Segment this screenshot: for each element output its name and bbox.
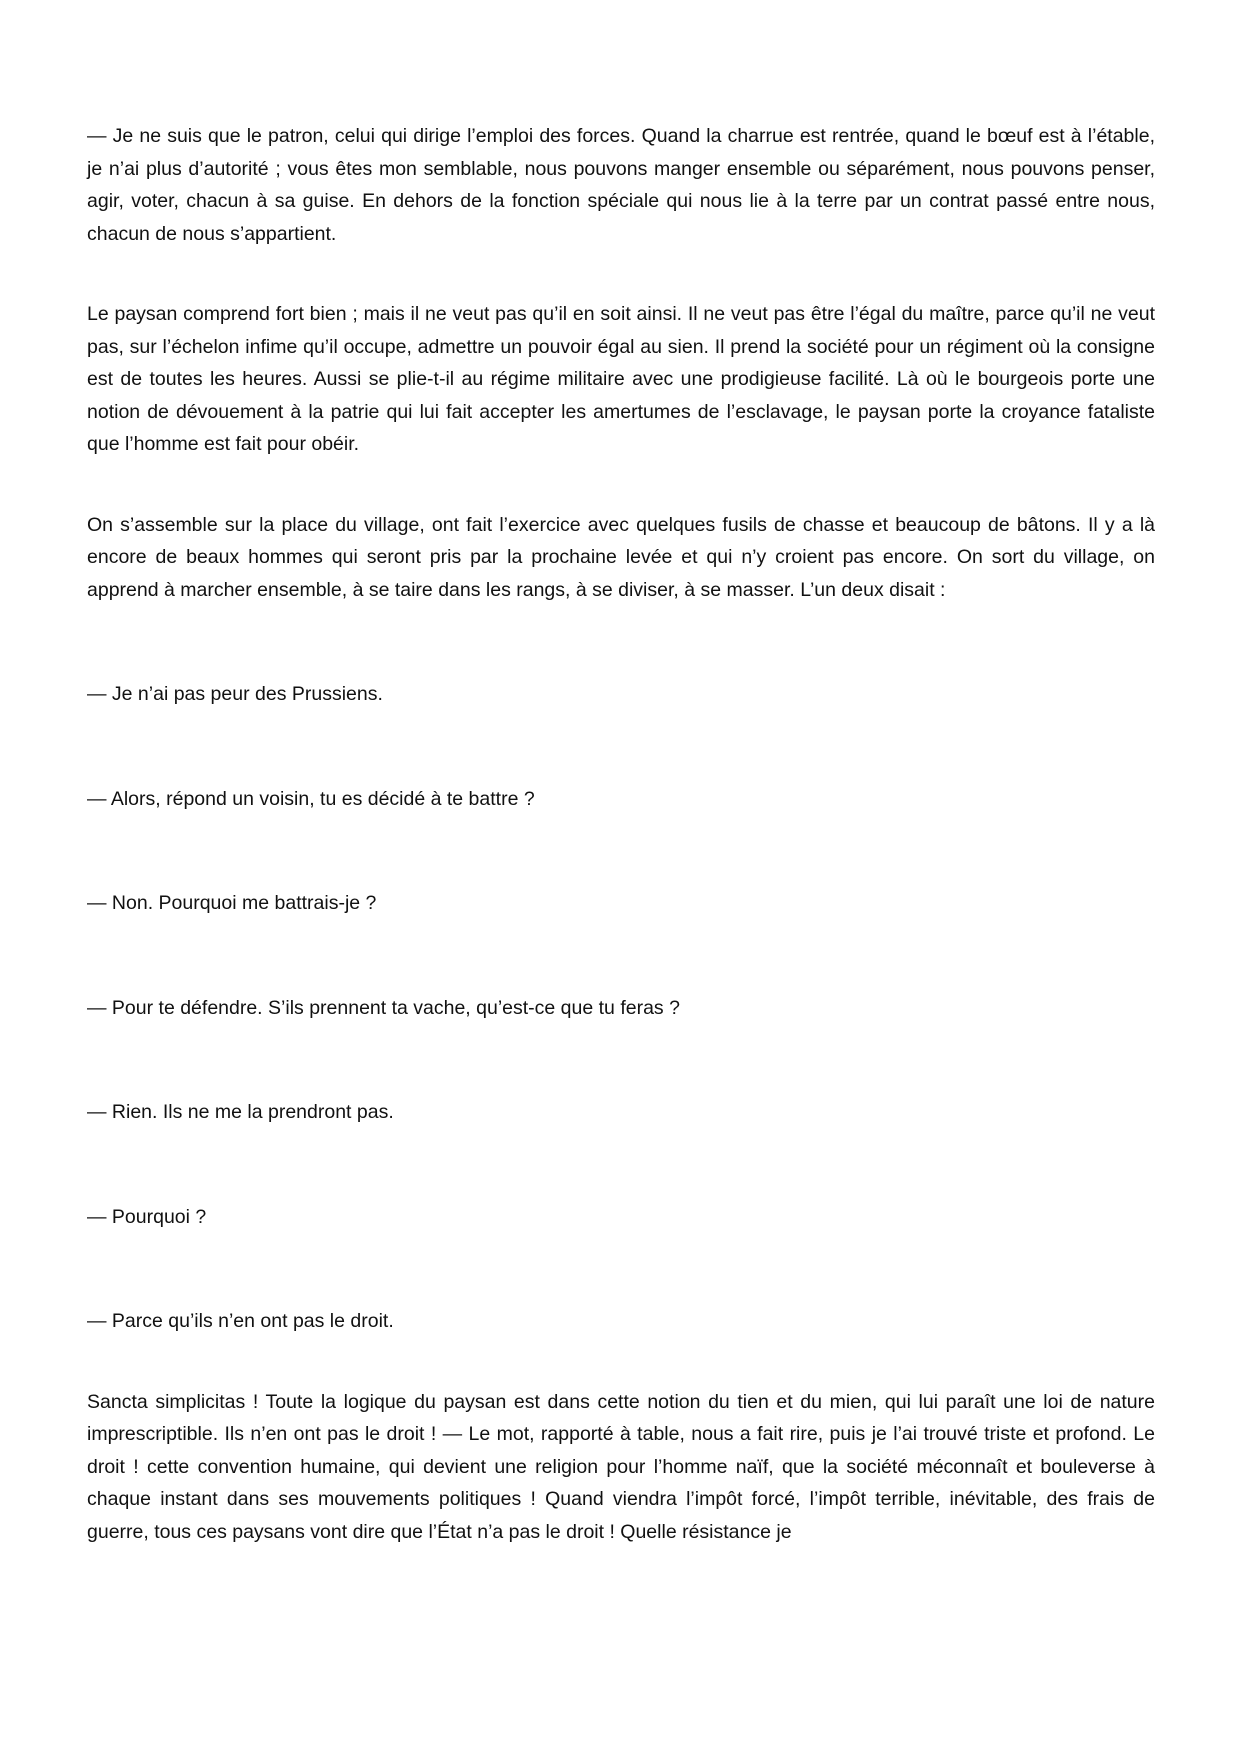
paragraph-paysan-comprend: Le paysan comprend fort bien ; mais il ne veut pas qu’il en soit ainsi. Il ne veut pas être l’égal du maître, parce qu’il ne veut pas, sur l’échelon infime qu’il occupe, admettre un pouvoir égal au sien. Il prend la société pour un régiment où la consigne est de toutes les heures. Aussi se plie-t-il au régime militaire avec une prodigieuse facilité. Là où le bourgeois porte une notion de dévouement à la patrie qui lui fait accepter les amertumes de l’esclavage, le paysan porte la croyance fataliste que l’homme est fait pour obéir. [87, 303, 1155, 455]
dialog-line-pourquoi: — Pourquoi ? [87, 1205, 207, 1228]
dialog-line-rien: — Rien. Ils ne me la prendront pas. [87, 1101, 394, 1123]
dialog-line-non: — Non. Pourquoi me battrais-je ? [87, 892, 377, 914]
paragraph-sancta-simplicitas: Sancta simplicitas ! Toute la logique du paysan est dans cette notion du tien et du mien, qui lui paraît une loi de nature imprescriptible. Ils n’en ont pas le droit ! — Le mot, rapporté à table, nous a fait rire, puis je l’ai trouvé triste et profond. Le droit ! cette convention humaine, qui devient une religion pour l’homme naïf, que la société méconnaît et bouleverse à chaque instant dans ses mouvements politiques ! Quand viendra l’impôt forcé, l’impôt terrible, inévitable, des frais de guerre, tous ces paysans vont dire que l’État n’a pas le droit ! Quelle résistance je [87, 1390, 1155, 1543]
paragraph-place-du-village: On s’assemble sur la place du village, ont fait l’exercice avec quelques fusils de chasse et beaucoup de bâtons. Il y a là encore de beaux hommes qui seront pris par la prochaine levée et qui n’y croient pas encore. On sort du village, on apprend à marcher ensemble, à se taire dans les rangs, à se diviser, à se masser. L’un deux disait : [87, 513, 1155, 601]
dialog-line-prussiens: — Je n’ai pas peur des Prussiens. [87, 683, 383, 705]
dialog-line-voisin: — Alors, répond un voisin, tu es décidé à te battre ? [87, 787, 535, 810]
dialog-line-droit: — Parce qu’ils n’en ont pas le droit. [87, 1310, 394, 1332]
paragraph-patron-speech: — Je ne suis que le patron, celui qui dirige l’emploi des forces. Quand la charrue est rentrée, quand le bœuf est à l’étable, je n’ai plus d’autorité ; vous êtes mon semblable, nous pouvons manger ensemble ou séparément, nous pouvons penser, agir, voter, chacun à sa guise. En dehors de la fonction spéciale qui nous lie à la terre par un contrat passé entre nous, chacun de nous s’appartient. [87, 125, 1155, 245]
dialog-line-defendre: — Pour te défendre. S’ils prennent ta vache, qu’est-ce que tu feras ? [87, 996, 680, 1019]
document-page [87, 120, 1155, 1548]
